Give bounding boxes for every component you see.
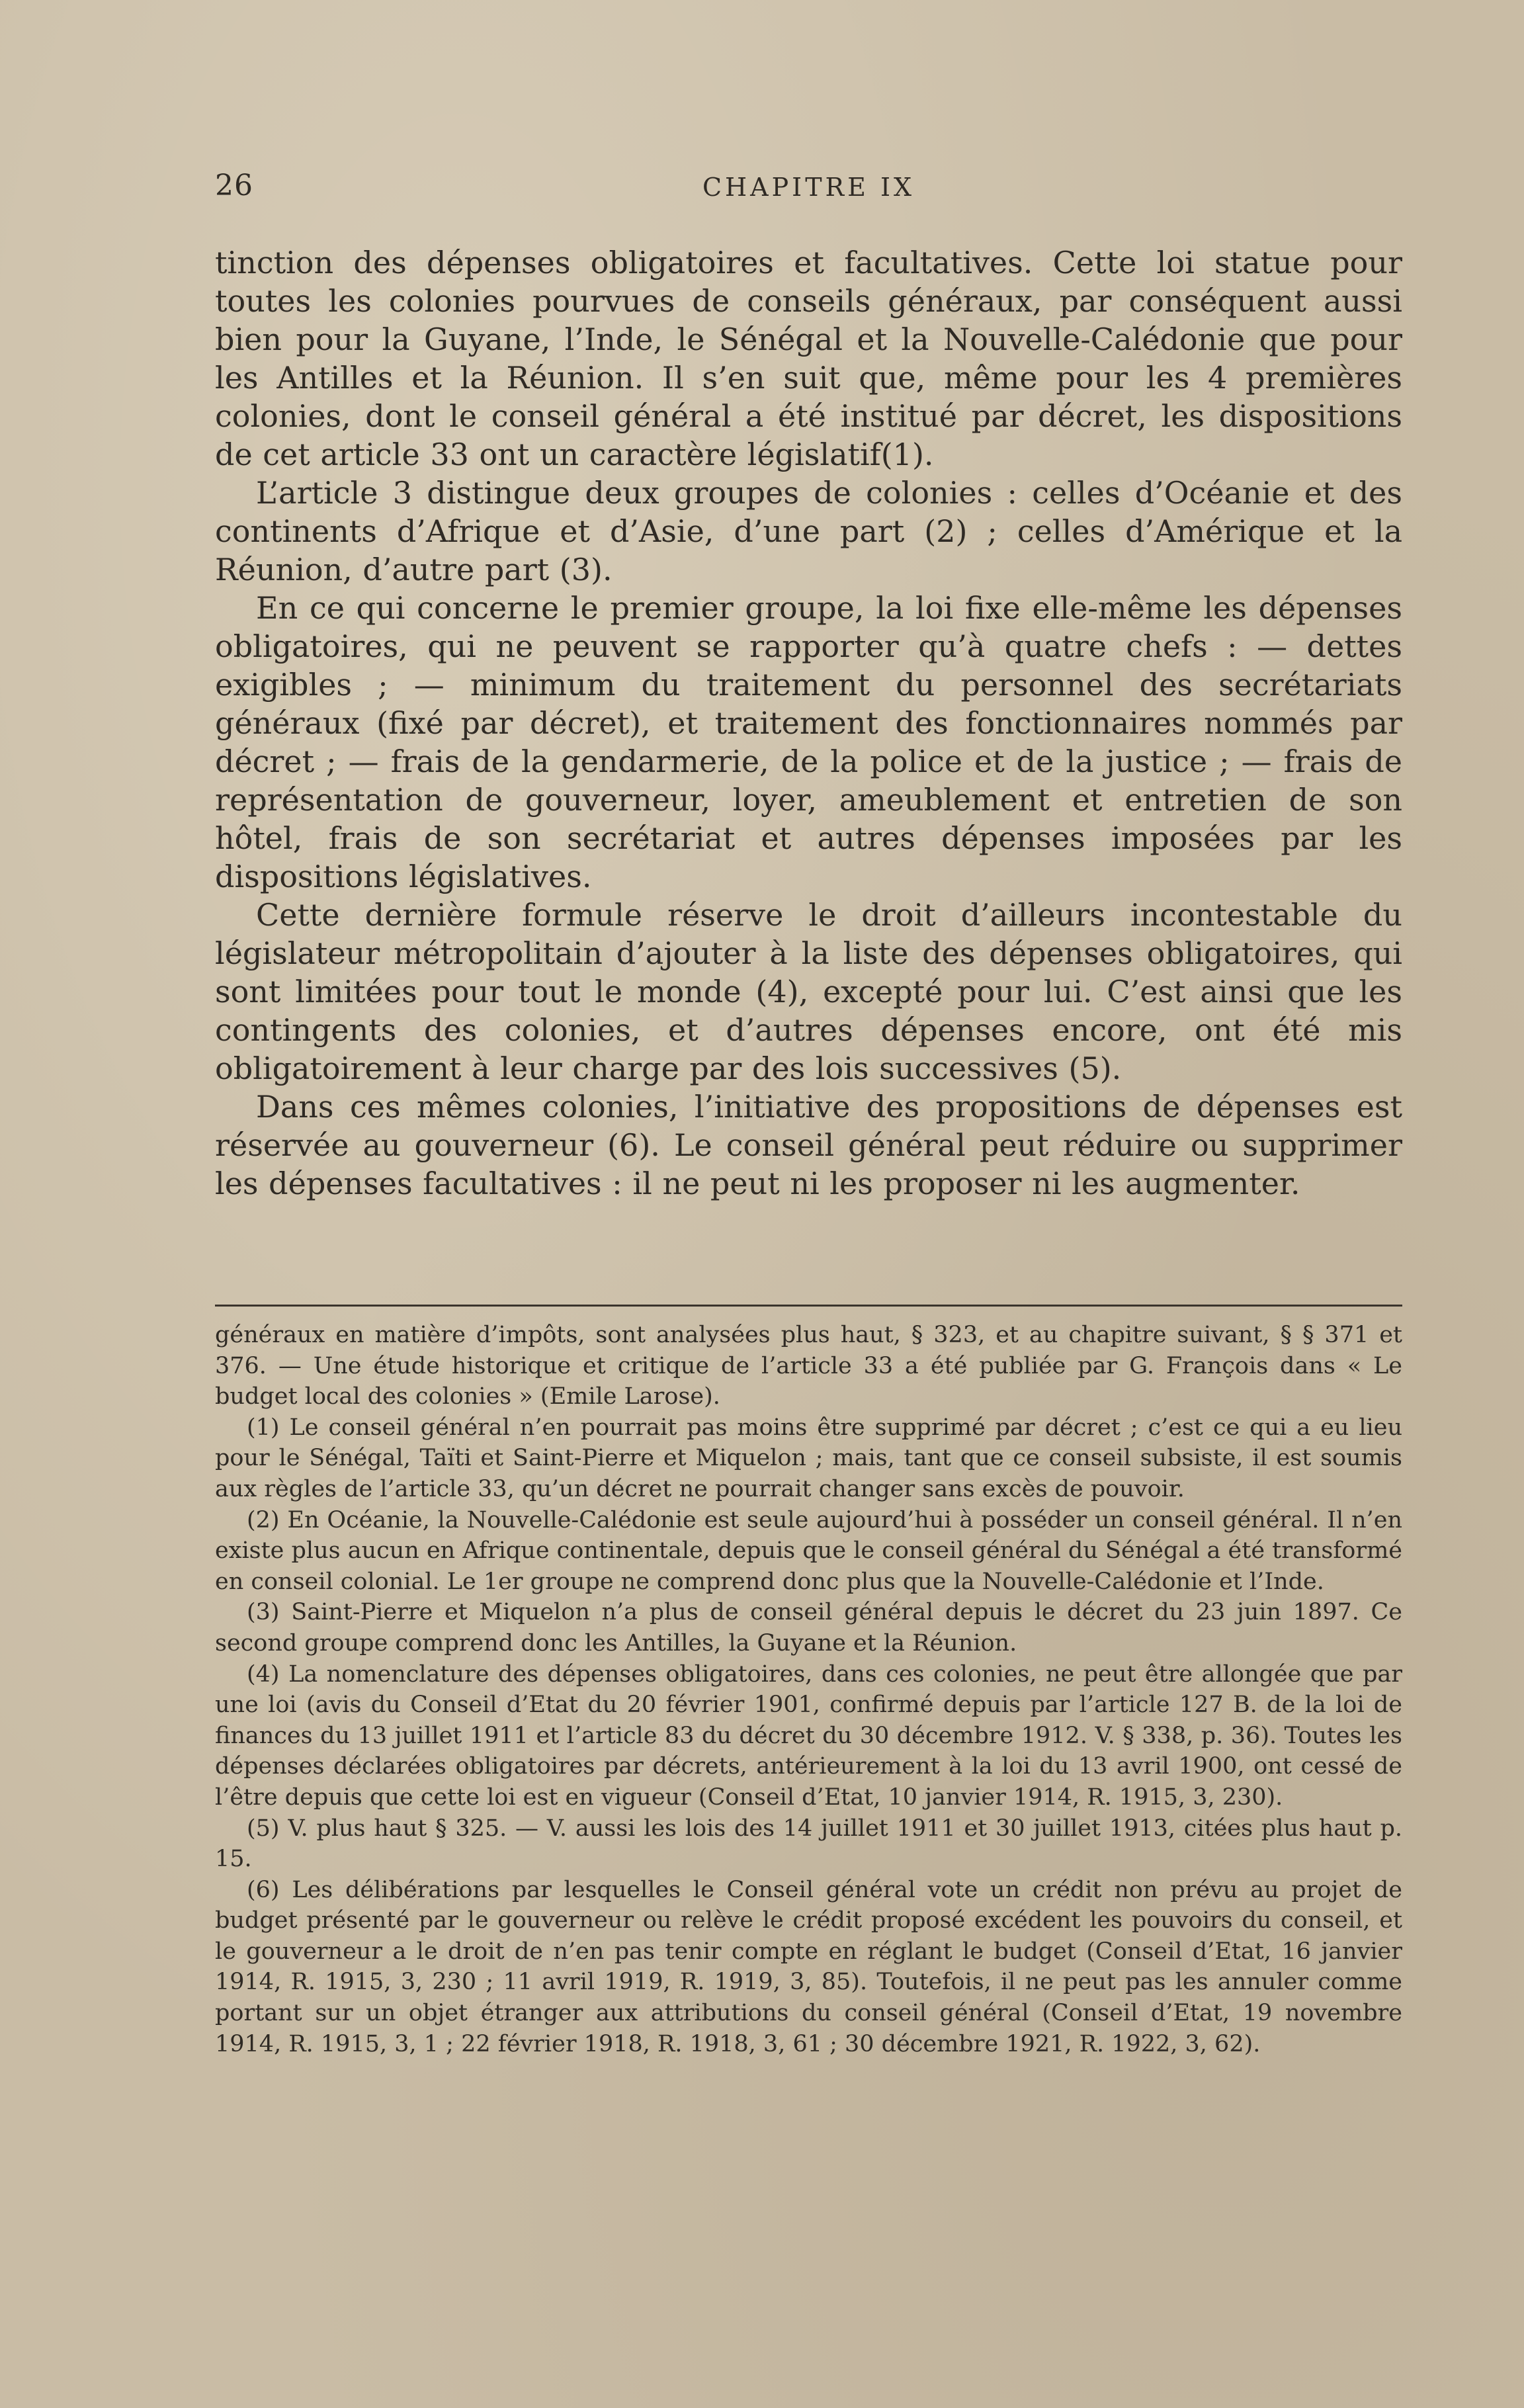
footnote-separator [215,1305,1402,1307]
paragraph: L’article 3 distingue deux groupes de colonies : celles d’Océanie et des continents d’Afrique et d’Asie, d’une part (2) ; celles d’Amérique et la Réunion, d’autre part (3). [215,475,1402,587]
footnote-continuation: généraux en matière d’impôts, sont analysées plus haut, § 323, et au chapitre suivant, § § 371 et 376. — Une étude historique et critique de l’article 33 a été publiée par G. François dans « Le budget local des colonies » (Emile Larose). [215,1322,1402,1410]
page-number: 26 [215,169,253,202]
running-title: CHAPITRE IX [702,173,915,202]
footnote: (2) En Océanie, la Nouvelle-Calédonie est seule aujourd’hui à posséder un conseil général. Il n’en existe plus aucun en Afrique continentale, depuis que le conseil général du Sénégal a été transformé en conseil colonial. Le 1er groupe ne comprend donc plus que la Nouvelle-Calédonie et l’Inde. [215,1506,1402,1595]
paragraph: Cette dernière formule réserve le droit d’ailleurs incontestable du législateur métropolitain d’ajouter à la liste des dépenses obligatoires, qui sont limitées pour tout le monde (4), excepté pour lui. C’est ainsi que les contingents des colonies, et d’autres dépenses encore, ont été mis obligatoirement à leur charge par des lois successives (5). [215,897,1402,1086]
page-header [215,169,1402,208]
paragraph: Dans ces mêmes colonies, l’initiative des propositions de dépenses est réservée au gouverneur (6). Le conseil général peut réduire ou supprimer les dépenses facultatives : il ne peut ni les proposer ni les augmenter. [215,1089,1402,1201]
footnote: (6) Les délibérations par lesquelles le Conseil général vote un crédit non prévu au projet de budget présenté par le gouverneur ou relève le crédit proposé excédent les pouvoirs du conseil, et le gouverneur a le droit de n’en pas tenir compte en réglant le budget (Conseil d’Etat, 16 janvier 1914, R. 1915, 3, 230 ; 11 avril 1919, R. 1919, 3, 85). Toutefois, il ne peut pas les annuler comme portant sur un objet étranger aux attributions du conseil général (Conseil d’Etat, 19 novembre 1914, R. 1915, 3, 1 ; 22 février 1918, R. 1918, 3, 61 ; 30 décembre 1921, R. 1922, 3, 62). [215,1876,1402,2057]
footnote: (5) V. plus haut § 325. — V. aussi les lois des 14 juillet 1911 et 30 juillet 1913, citées plus haut p. 15. [215,1815,1402,1873]
footnote: (1) Le conseil général n’en pourrait pas moins être supprimé par décret ; c’est ce qui a eu lieu pour le Sénégal, Taïti et Saint-Pierre et Miquelon ; mais, tant que ce conseil subsiste, il est soumis aux règles de l’article 33, qu’un décret ne pourrait changer sans excès de pouvoir. [215,1414,1402,1502]
paragraph: En ce qui concerne le premier groupe, la loi fixe elle-même les dépenses obligatoires, qui ne peuvent se rapporter qu’à quatre chefs : — dettes exigibles ; — minimum du traitement du personnel des secrétariats généraux (fixé par décret), et traitement des fonctionnaires nommés par décret ; — frais de la gendarmerie, de la police et de la justice ; — frais de représentation de gouverneur, loyer, ameublement et entretien de son hôtel, frais de son secrétariat et autres dépenses imposées par les dispositions législatives. [215,590,1402,894]
footnote: (3) Saint-Pierre et Miquelon n’a plus de conseil général depuis le décret du 23 juin 1897. Ce second groupe comprend donc les Antilles, la Guyane et la Réunion. [215,1599,1402,1656]
paragraph: tinction des dépenses obligatoires et facultatives. Cette loi statue pour toutes les colonies pourvues de conseils généraux, par conséquent aussi bien pour la Guyane, l’Inde, le Sénégal et la Nouvelle-Calédonie que pour les Antilles et la Réunion. Il s’en suit que, même pour les 4 premières colonies, dont le conseil général a été institué par décret, les dispositions de cet article 33 ont un caractère législatif(1). [215,245,1402,472]
footnotes [215,1320,1402,2059]
main-text [215,243,1402,1203]
footnote: (4) La nomenclature des dépenses obligatoires, dans ces colonies, ne peut être allongée que par une loi (avis du Conseil d’Etat du 20 février 1901, confirmé depuis par l’article 127 B. de la loi de finances du 13 juillet 1911 et l’article 83 du décret du 30 décembre 1912. V. § 338, p. 36). Toutes les dépenses déclarées obligatoires par décrets, antérieurement à la loi du 13 avril 1900, ont cessé de l’être depuis que cette loi est en vigueur (Conseil d’Etat, 10 janvier 1914, R. 1915, 3, 230). [215,1660,1402,1811]
